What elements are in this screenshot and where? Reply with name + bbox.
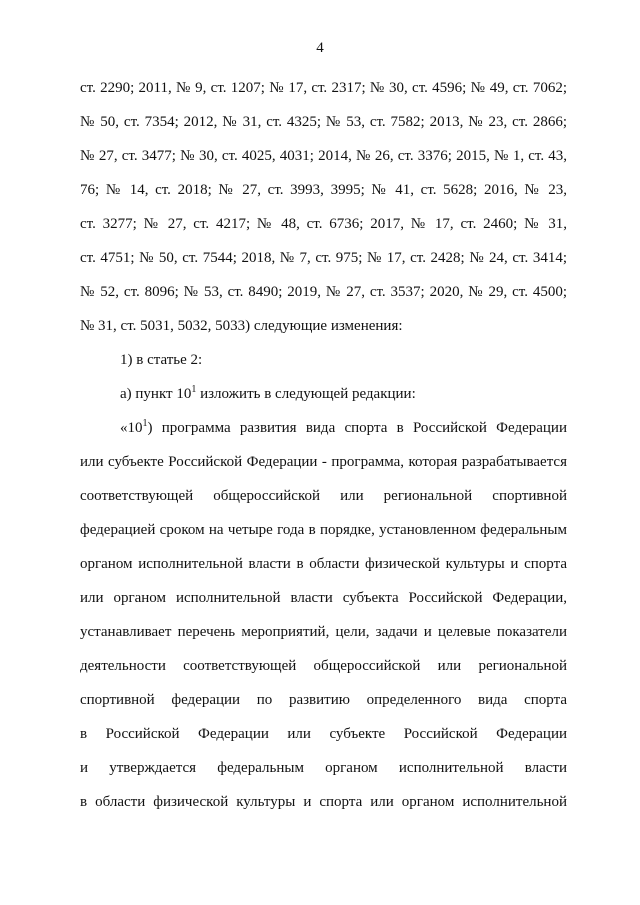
text-line: деятельности соответствующей общероссийской или региональной (80, 658, 567, 674)
text-line: или субъекте Российской Федерации - программа, которая разрабатывается (80, 454, 567, 470)
text-line: соответствующей общероссийской или региональной спортивной (80, 488, 567, 504)
superscript: 1 (191, 384, 197, 395)
sub-item-a-rest: изложить в следующей редакции: (196, 386, 416, 402)
quoted-paragraph-start (120, 418, 567, 438)
text-line: № 50, ст. 7354; 2012, № 31, ст. 4325; № 53, ст. 7582; 2013, № 23, ст. 2866; (80, 114, 567, 130)
superscript: 1 (142, 418, 148, 429)
page-number: 4 (316, 40, 324, 56)
text-line: 76; № 14, ст. 2018; № 27, ст. 3993, 3995; № 41, ст. 5628; 2016, № 23, (80, 182, 567, 198)
sub-item-a-text: а) пункт 10 (120, 386, 192, 402)
text-line: № 27, ст. 3477; № 30, ст. 4025, 4031; 2014, № 26, ст. 3376; 2015, № 1, ст. 43, (80, 148, 567, 164)
quote-rest: ) программа развития вида спорта в Российской Федерации (147, 420, 567, 436)
text-line: федерацией сроком на четыре года в порядке, установленном федеральным (80, 522, 567, 538)
text-line: в Российской Федерации или субъекте Российской Федерации (80, 726, 567, 742)
text-line: в области физической культуры и спорта или органом исполнительной (80, 794, 567, 810)
text-line: № 52, ст. 8096; № 53, ст. 8490; 2019, № 27, ст. 3537; 2020, № 29, ст. 4500; (80, 284, 567, 300)
text-line: спортивной федерации по развитию определенного вида спорта (80, 692, 567, 708)
text-line: ст. 4751; № 50, ст. 7544; 2018, № 7, ст. 975; № 17, ст. 2428; № 24, ст. 3414; (80, 250, 567, 266)
text-line: устанавливает перечень мероприятий, цели, задачи и целевые показатели (80, 624, 567, 640)
text-line: № 31, ст. 5031, 5032, 5033) следующие изменения: (80, 318, 403, 334)
text-line: органом исполнительной власти в области физической культуры и спорта (80, 556, 567, 572)
text-line: ст. 2290; 2011, № 9, ст. 1207; № 17, ст. 2317; № 30, ст. 4596; № 49, ст. 7062; (80, 80, 567, 96)
text-line: и утверждается федеральным органом исполнительной власти (80, 760, 567, 776)
text-line: ст. 3277; № 27, ст. 4217; № 48, ст. 6736; 2017, № 17, ст. 2460; № 31, (80, 216, 567, 232)
text-line: или органом исполнительной власти субъекта Российской Федерации, (80, 590, 567, 606)
quote-open: «10 (120, 420, 143, 436)
sub-item-a (120, 384, 567, 404)
list-item-article-2: 1) в статье 2: (120, 352, 203, 368)
